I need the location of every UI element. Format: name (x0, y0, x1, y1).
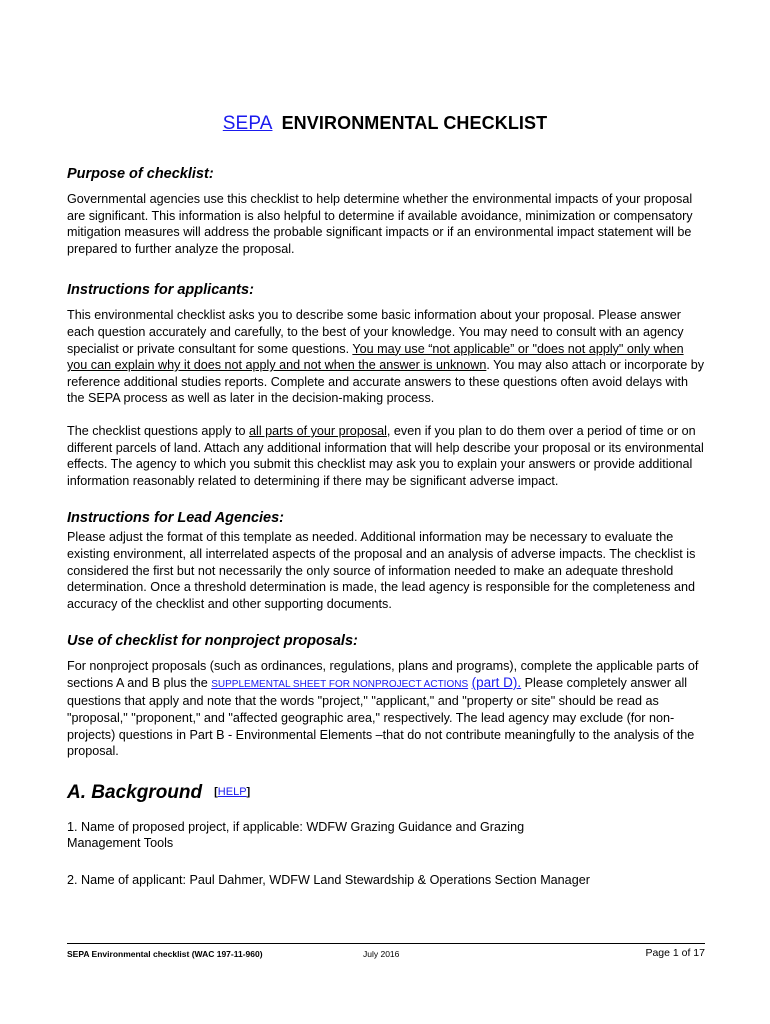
question-2: 2. Name of applicant: Paul Dahmer, WDFW Land Stewardship & Operations Section Manager (67, 873, 590, 888)
applicants-paragraph-1 (67, 307, 707, 407)
applicants-section (67, 281, 707, 489)
nonproject-heading: Use of checklist for nonproject proposals: (67, 633, 358, 650)
applicants-p1-text-a: This environmental checklist asks you to describe some basic information about your proposal. Please answer each question accurately and carefully, to the best of your knowledge. You may need to consult with an agency specialist or private consultant for some questions. (67, 308, 684, 356)
applicants-heading: Instructions for applicants: (67, 282, 254, 299)
background-heading (67, 780, 707, 805)
applicants-paragraph-2 (67, 423, 707, 489)
supplemental-sheet-link[interactable]: SUPPLEMENTAL SHEET FOR NONPROJECT ACTIONS (211, 678, 469, 690)
lead-agencies-section (67, 509, 707, 612)
page-title (0, 113, 770, 135)
purpose-section (67, 165, 707, 257)
purpose-text: Governmental agencies use this checklist to help determine whether the environmental impacts of your proposal are significant. This information is also helpful to determine if available avoidance, minimization or compensatory mitigation measures will address the probable significant impacts or if an environmental impact statement will be prepared to further analyze the proposal. (67, 192, 693, 256)
checklist-body (67, 165, 707, 889)
purpose-heading: Purpose of checklist: (67, 166, 214, 182)
background-section (67, 780, 707, 889)
page-footer (67, 943, 705, 964)
footer-page-number: Page 1 of 17 (645, 947, 705, 959)
nonproject-text-b: Please completely answer all questions that apply and note that the words "project," "applicant," and "property or site" should be read as "proposal," "proponent," and "affected geographic area," respectively. The lead agency may exclude (for non-projects) questions in Part B - Environmental Elements –that do not contribute meaningfully to the analysis of the proposal. (67, 675, 695, 759)
applicants-p2-text-b: , even if you plan to do them over a period of time or on different parcels of land. Attach any additional information that will help describe your proposal or its environmental effects. The agency to which you submit this checklist may ask you to explain your answers or provide additional information reasonably related to determining if there may be significant adverse impact. (67, 423, 704, 488)
lead-agencies-text: Please adjust the format of this template as needed. Additional information may be necessary to evaluate the existing environment, all interrelated aspects of the proposal and an analysis of adverse impacts. The checklist is considered the first but not necessarily the only source of information needed to make an adequate threshold determination. Once a threshold determination is made, the lead agency is responsible for the completeness and accuracy of the checklist and other supporting documents. (67, 530, 696, 611)
applicants-p2-text-a: The checklist questions apply to (67, 423, 250, 438)
sepa-link[interactable]: SEPA (222, 113, 273, 134)
nonproject-text (67, 658, 707, 760)
question-1: 1. Name of proposed project, if applicable: WDFW Grazing Guidance and Grazing Management Tools (67, 819, 525, 851)
help-bracket-open: [ (214, 785, 218, 798)
nonproject-text-a: For nonproject proposals (such as ordinances, regulations, plans and programs), complete the applicable parts of sections A and B plus the (67, 659, 699, 690)
lead-agencies-heading: Instructions for Lead Agencies: (67, 510, 284, 527)
help-bracket-close: ] (246, 785, 251, 798)
background-title: A. Background (67, 781, 203, 803)
title-text: ENVIRONMENTAL CHECKLIST (281, 113, 548, 133)
part-d-link[interactable]: (part D). (471, 674, 522, 690)
help-link-group (214, 786, 250, 798)
footer-document-name: SEPA Environmental checklist (WAC 197-11-960) (67, 949, 263, 959)
applicants-p2-underlined: all parts of your proposal (249, 423, 387, 438)
applicants-p1-text-b: . You may also attach or incorporate by reference additional studies reports. Complete and accurate answers to these questions often avoid delays with the SEPA process as well as later in the decision-making process. (67, 358, 705, 406)
applicants-p1-underlined: You may use “not applicable” or "does not apply" only when you can explain why it does not apply and not when the answer is unknown (67, 341, 684, 373)
footer-date: July 2016 (363, 949, 400, 959)
nonproject-section (67, 632, 707, 760)
help-link[interactable]: HELP (217, 785, 247, 798)
